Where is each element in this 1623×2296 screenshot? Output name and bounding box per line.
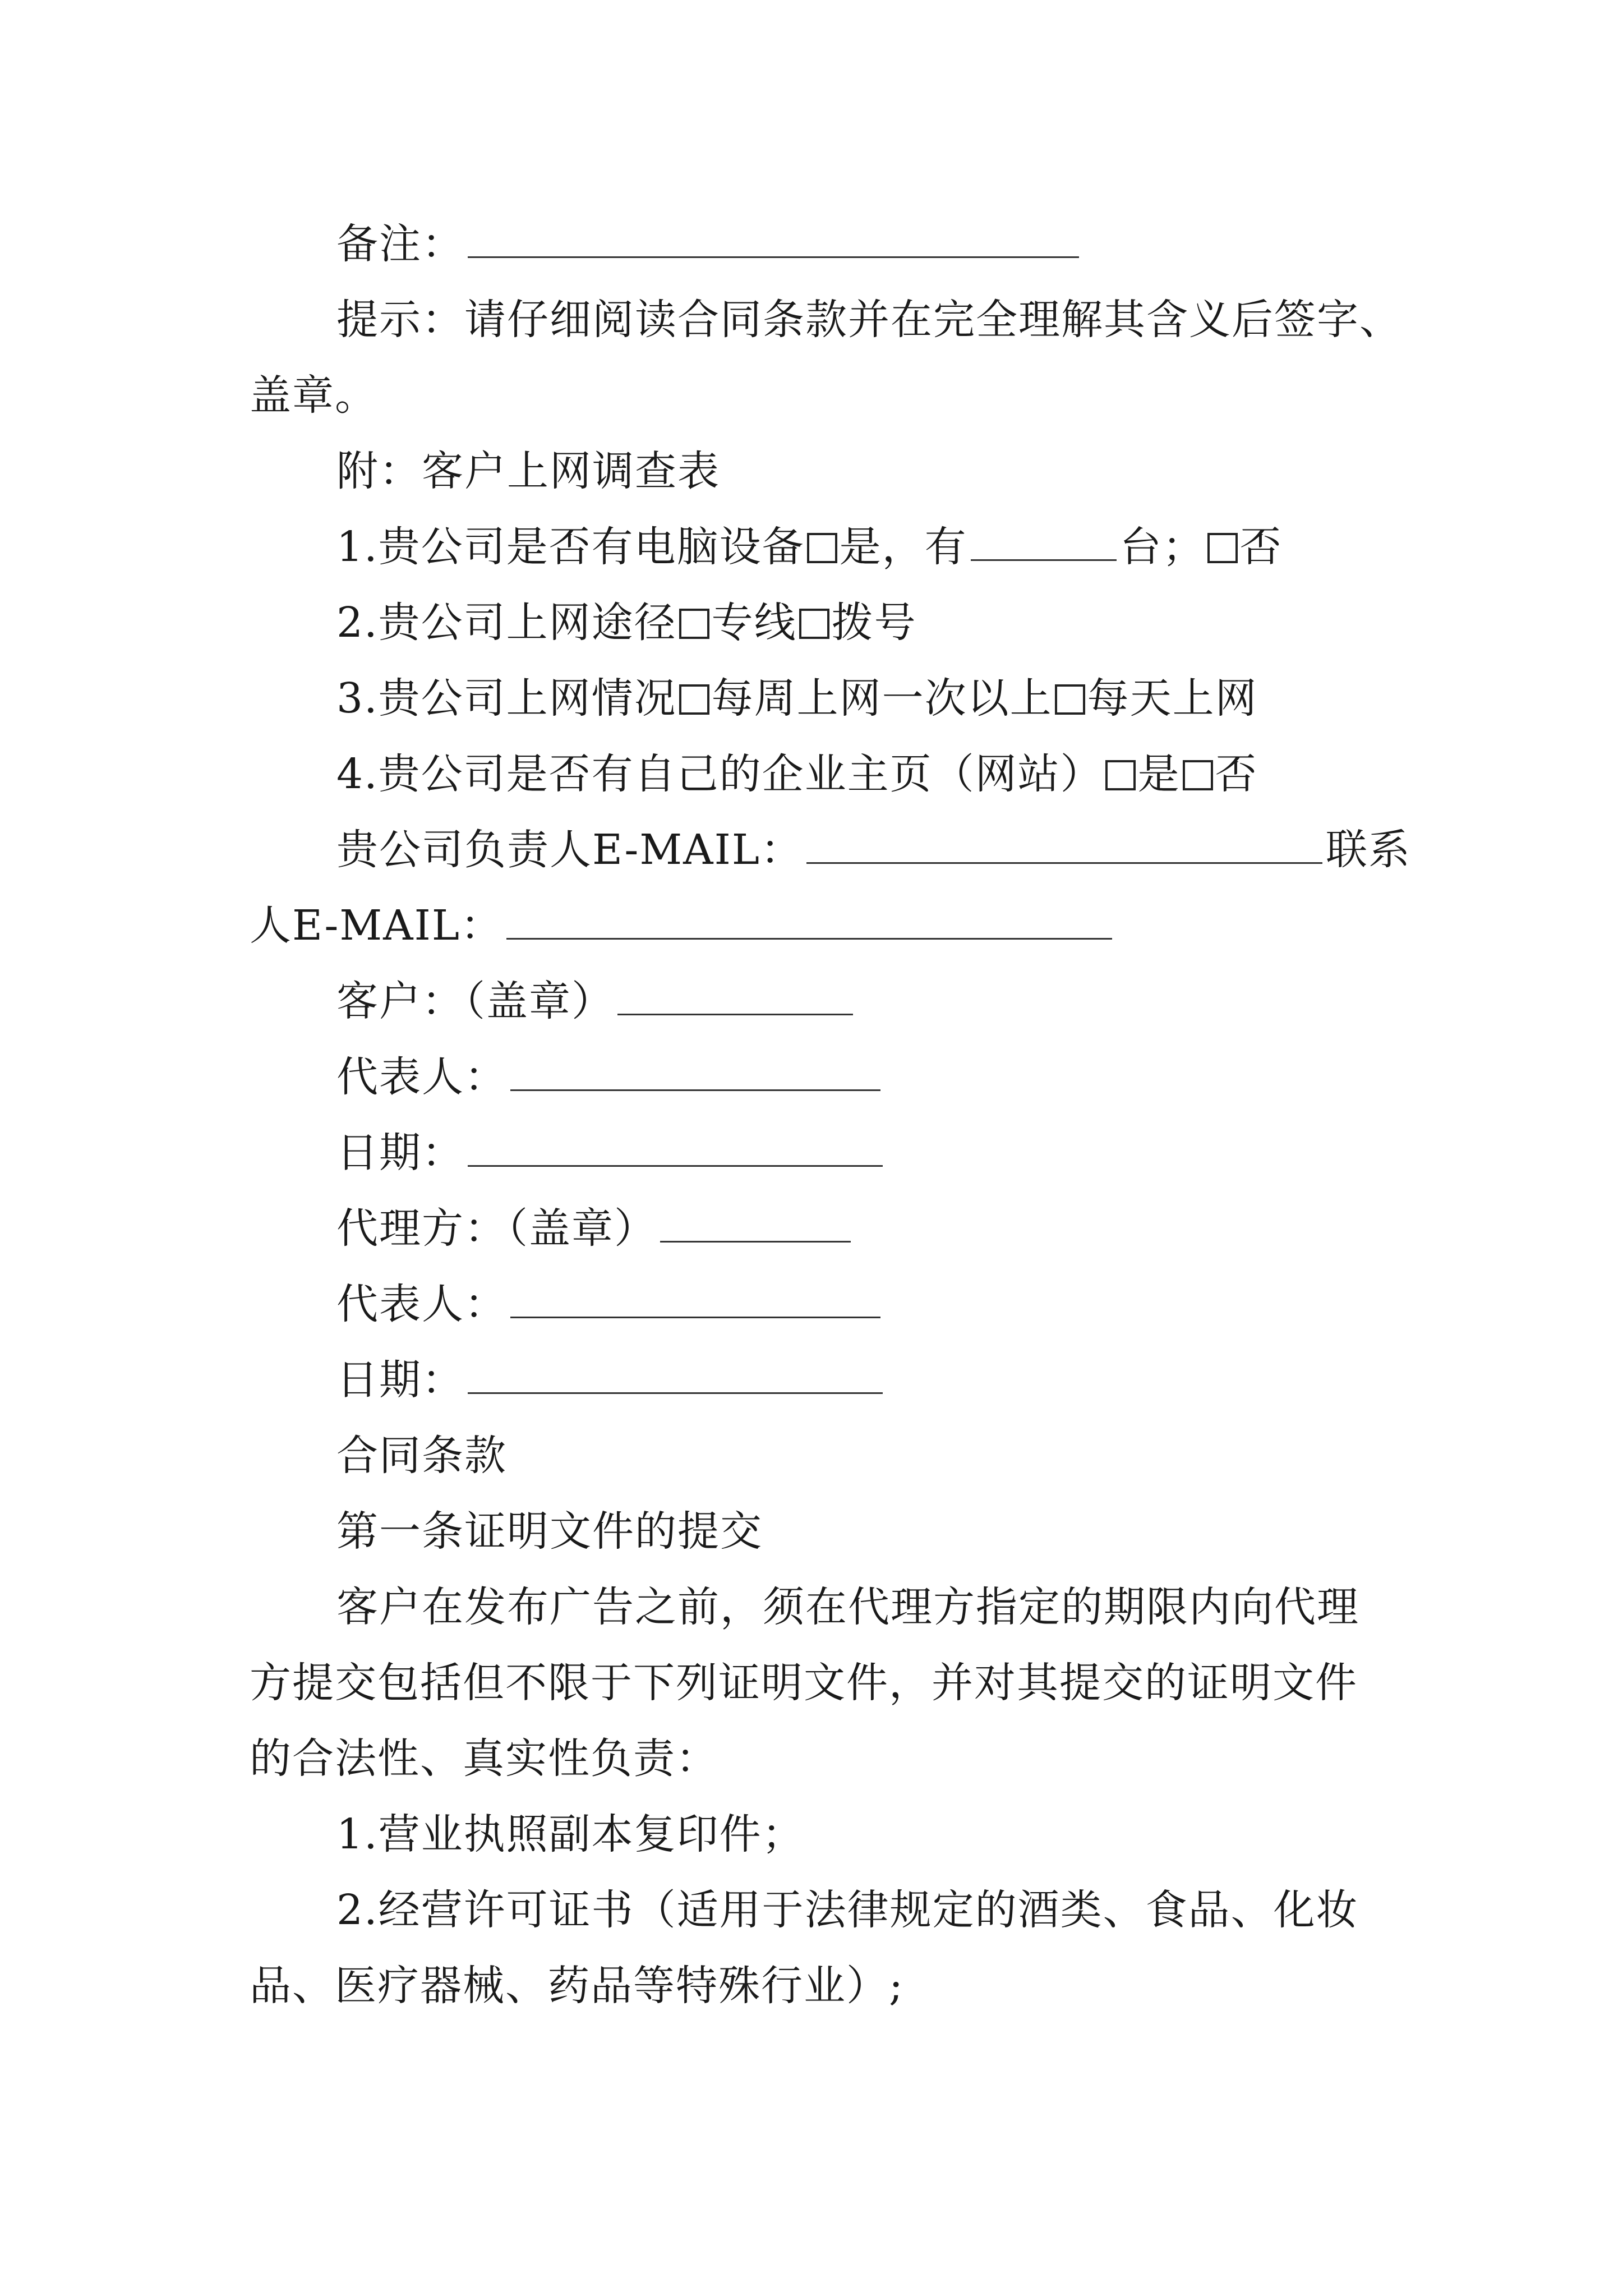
agent-date-label: 日期： [336,1356,464,1404]
checkbox-icon[interactable] [799,609,829,639]
customer-rep-blank [510,1050,880,1091]
survey-question-3 [336,670,1258,726]
customer-seal-line [336,973,856,1029]
checkbox-icon[interactable] [1183,760,1213,790]
survey-question-1 [336,519,1283,575]
checkbox-icon[interactable] [807,533,837,563]
checkbox-icon[interactable] [1105,760,1136,790]
q3-option-2: 每天上网 [1087,674,1258,723]
agent-rep-blank [510,1277,880,1318]
q3-option-1: 每周上网一次以上 [711,674,1053,723]
contact-email-blank [506,899,1112,940]
q4-yes-label: 是 [1137,750,1181,798]
remark-line [336,216,1082,272]
survey-question-4 [336,746,1258,802]
agent-seal-label: 代理方：（盖章） [336,1204,657,1253]
agent-date-blank [468,1353,883,1394]
list-item-2-line-2: 品、医疗器械、药品等特殊行业）; [250,1962,904,2010]
agent-date-line [336,1352,886,1408]
list-item-2-line-1: 2.经营许可证书（适用于法律规定的酒类、食品、化妆 [336,1886,1359,1934]
customer-seal-blank [617,974,853,1015]
checkbox-icon[interactable] [679,609,709,639]
q2-option-1: 专线 [711,599,797,647]
q1-no-label: 否 [1239,523,1283,571]
agent-seal-blank [660,1202,851,1243]
q4-no-label: 否 [1215,750,1258,798]
customer-date-blank [468,1126,883,1167]
head-email-blank [806,823,1322,864]
agent-rep-label: 代表人： [336,1280,507,1328]
survey-title: 附：客户上网调查表 [336,447,720,495]
article-1-paragraph-line-3: 的合法性、真实性负责： [250,1734,718,1783]
contact-email-label-start: 联系 [1325,826,1411,874]
customer-rep-line [336,1049,884,1105]
article-1-title: 第一条证明文件的提交 [336,1507,763,1556]
contact-email-label-end: 人E-MAIL： [250,901,503,950]
tip-line-1: 提示：请仔细阅读合同条款并在完全理解其含义后签字、 [336,296,1402,344]
survey-question-2 [336,595,917,651]
customer-date-line [336,1125,886,1181]
q2-option-2: 拨号 [831,599,917,647]
remark-blank [468,217,1079,258]
tip-line-2: 盖章。 [250,371,377,420]
article-1-paragraph-line-2: 方提交包括但不限于下列证明文件，并对其提交的证明文件 [250,1659,1358,1707]
head-email-label: 贵公司负责人E-MAIL： [336,826,803,874]
email-line-1 [336,822,1411,878]
q4-text: 4.贵公司是否有自己的企业主页（网站） [336,750,1103,798]
agent-seal-line [336,1200,854,1257]
q1-yes-label: 是，有 [839,523,967,571]
article-1-paragraph-line-1: 客户在发布广告之前，须在代理方指定的期限内向代理 [336,1583,1359,1631]
q3-text: 3.贵公司上网情况 [336,674,677,723]
q1-text: 1.贵公司是否有电脑设备 [336,523,805,571]
customer-date-label: 日期： [336,1129,464,1177]
remark-label: 备注： [336,220,464,268]
agent-rep-line [336,1276,884,1332]
checkbox-icon[interactable] [1207,533,1238,563]
checkbox-icon[interactable] [1055,684,1085,715]
terms-heading: 合同条款 [336,1432,507,1480]
email-line-2 [250,898,1115,954]
q1-count-blank [971,520,1117,561]
checkbox-icon[interactable] [679,684,709,715]
customer-rep-label: 代表人： [336,1053,507,1101]
q2-text: 2.贵公司上网途径 [336,599,677,647]
customer-seal-label: 客户：（盖章） [336,977,614,1025]
q1-unit-label: 台； [1119,523,1205,571]
list-item-1: 1.营业执照副本复印件； [336,1810,805,1858]
